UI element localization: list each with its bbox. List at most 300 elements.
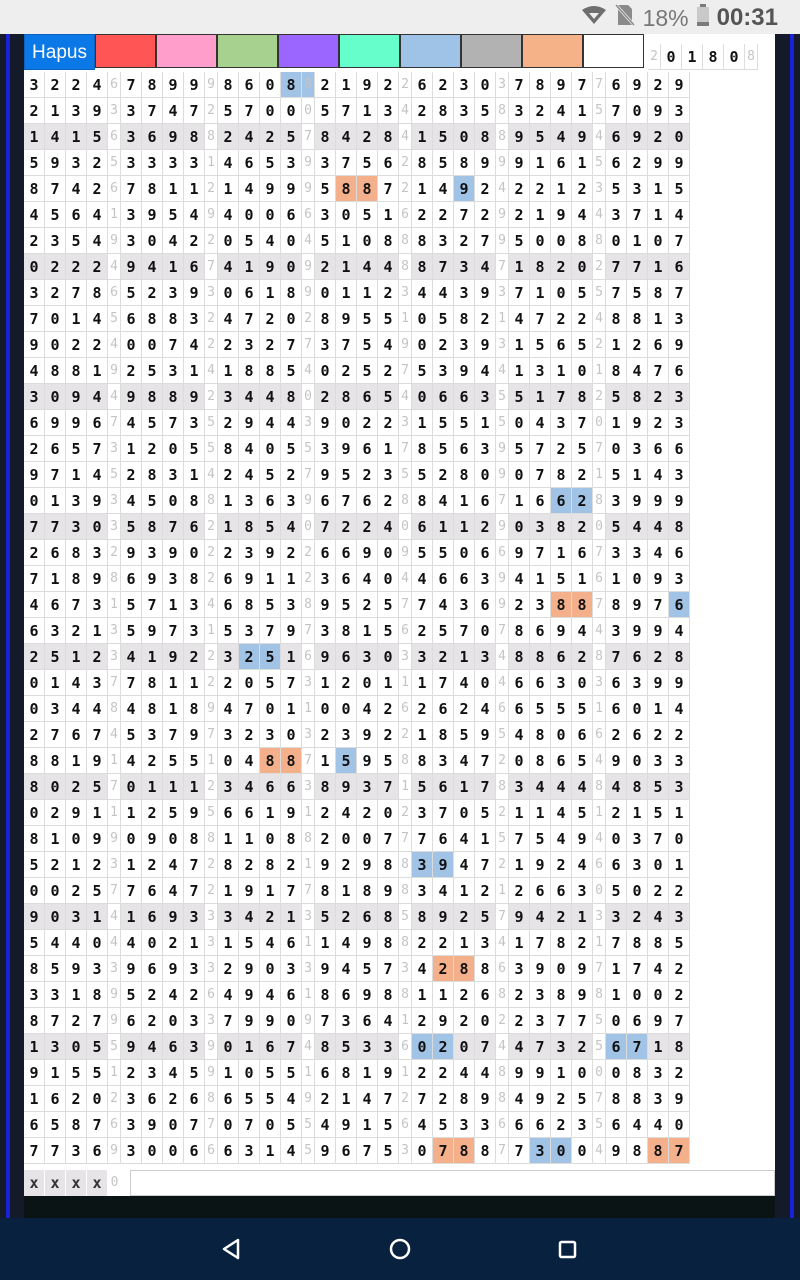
digit-cell[interactable]: 8 (378, 852, 399, 878)
digit-cell[interactable]: 3 (475, 644, 496, 670)
digit-cell[interactable]: 7 (669, 1138, 690, 1164)
digit-cell[interactable]: 3 (239, 1138, 260, 1164)
digit-cell[interactable]: 7 (551, 1008, 572, 1034)
digit-cell[interactable]: 3 (454, 1112, 475, 1138)
digit-cell[interactable]: 0 (627, 748, 648, 774)
digit-cell[interactable]: 2 (239, 644, 260, 670)
number-input-field[interactable] (130, 1170, 775, 1196)
digit-cell[interactable]: 8 (315, 124, 336, 150)
digit-cell[interactable]: 9 (530, 956, 551, 982)
digit-cell[interactable]: 9 (163, 124, 184, 150)
digit-cell[interactable]: 3 (509, 956, 530, 982)
digit-cell[interactable]: 2 (669, 722, 690, 748)
digit-cell[interactable]: 0 (315, 358, 336, 384)
digit-cell[interactable]: 5 (184, 1060, 205, 1086)
digit-cell[interactable]: 9 (163, 644, 184, 670)
digit-cell[interactable]: 3 (121, 228, 142, 254)
digit-cell[interactable]: 3 (281, 956, 302, 982)
digit-cell[interactable]: 5 (551, 696, 572, 722)
digit-cell[interactable]: 4 (648, 540, 669, 566)
digit-cell[interactable]: 3 (627, 436, 648, 462)
digit-cell[interactable]: 1 (87, 904, 108, 930)
digit-cell[interactable]: 2 (66, 774, 87, 800)
digit-cell[interactable]: 4 (669, 696, 690, 722)
digit-cell[interactable]: 0 (45, 904, 66, 930)
digit-cell[interactable]: 3 (475, 566, 496, 592)
digit-cell[interactable]: 2 (66, 72, 87, 98)
digit-cell[interactable]: 1 (163, 670, 184, 696)
digit-cell[interactable]: 0 (378, 800, 399, 826)
digit-cell[interactable]: 5 (142, 410, 163, 436)
digit-cell[interactable]: 4 (454, 852, 475, 878)
digit-cell[interactable]: 4 (163, 852, 184, 878)
digit-cell[interactable]: 4 (66, 670, 87, 696)
digit-cell[interactable]: 0 (412, 306, 433, 332)
digit-cell[interactable]: 9 (239, 410, 260, 436)
digit-cell[interactable]: 5 (260, 514, 281, 540)
digit-cell[interactable]: 9 (669, 332, 690, 358)
digit-cell[interactable]: 0 (260, 98, 281, 124)
digit-cell[interactable]: 0 (281, 722, 302, 748)
digit-cell[interactable]: 5 (281, 124, 302, 150)
digit-cell[interactable]: 1 (606, 982, 627, 1008)
digit-cell[interactable]: 3 (627, 826, 648, 852)
digit-cell[interactable]: 9 (121, 956, 142, 982)
digit-cell[interactable]: 2 (24, 98, 45, 124)
digit-cell[interactable]: 5 (121, 982, 142, 1008)
digit-cell[interactable]: 7 (378, 826, 399, 852)
digit-cell[interactable]: 7 (163, 618, 184, 644)
digit-cell[interactable]: 4 (530, 410, 551, 436)
digit-cell[interactable]: 0 (218, 1112, 239, 1138)
digit-cell[interactable]: 3 (163, 462, 184, 488)
digit-cell[interactable]: 1 (357, 280, 378, 306)
digit-cell[interactable]: 8 (475, 1138, 496, 1164)
digit-cell[interactable]: 2 (357, 514, 378, 540)
digit-cell[interactable]: 1 (412, 670, 433, 696)
digit-cell[interactable]: 2 (572, 514, 593, 540)
digit-cell[interactable]: 5 (606, 878, 627, 904)
digit-cell[interactable]: 5 (509, 228, 530, 254)
digit-cell[interactable]: 1 (218, 826, 239, 852)
digit-cell[interactable]: 8 (433, 98, 454, 124)
digit-cell[interactable]: 1 (530, 280, 551, 306)
digit-cell[interactable]: 2 (551, 852, 572, 878)
digit-cell[interactable]: 7 (45, 722, 66, 748)
digit-cell[interactable]: 2 (648, 644, 669, 670)
digit-cell[interactable]: 8 (378, 904, 399, 930)
digit-cell[interactable]: 1 (530, 150, 551, 176)
digit-cell[interactable]: 7 (336, 488, 357, 514)
digit-cell[interactable]: 2 (315, 826, 336, 852)
digit-cell[interactable]: 5 (315, 228, 336, 254)
digit-cell[interactable]: 3 (66, 514, 87, 540)
digit-cell[interactable]: 3 (184, 904, 205, 930)
digit-cell[interactable]: 0 (142, 930, 163, 956)
digit-cell[interactable]: 7 (121, 670, 142, 696)
digit-cell[interactable]: 6 (412, 72, 433, 98)
digit-cell[interactable]: 5 (24, 150, 45, 176)
digit-cell[interactable]: 5 (184, 748, 205, 774)
digit-cell[interactable]: 7 (648, 592, 669, 618)
digit-cell[interactable]: 4 (87, 696, 108, 722)
digit-cell[interactable]: 9 (475, 332, 496, 358)
digit-cell[interactable]: 7 (184, 98, 205, 124)
digit-cell[interactable]: 5 (66, 1060, 87, 1086)
digit-cell[interactable]: 0 (142, 332, 163, 358)
digit-cell[interactable]: 8 (184, 566, 205, 592)
digit-cell[interactable]: 0 (357, 670, 378, 696)
digit-cell[interactable]: 0 (412, 1034, 433, 1060)
digit-cell[interactable]: 2 (378, 410, 399, 436)
digit-cell[interactable]: 6 (669, 436, 690, 462)
digit-cell[interactable]: 5 (378, 1138, 399, 1164)
digit-cell[interactable]: 7 (606, 254, 627, 280)
digit-cell[interactable]: 1 (454, 644, 475, 670)
digit-cell[interactable]: 3 (669, 904, 690, 930)
digit-cell[interactable]: 8 (454, 1138, 475, 1164)
digit-cell[interactable]: 3 (87, 670, 108, 696)
digit-cell[interactable]: 2 (315, 254, 336, 280)
digit-cell[interactable]: 2 (606, 800, 627, 826)
digit-cell[interactable]: 2 (87, 644, 108, 670)
digit-cell[interactable]: 7 (530, 436, 551, 462)
digit-cell[interactable]: 6 (336, 982, 357, 1008)
digit-cell[interactable]: 3 (357, 774, 378, 800)
digit-cell[interactable]: 2 (669, 878, 690, 904)
digit-cell[interactable]: 5 (572, 332, 593, 358)
digit-cell[interactable]: 6 (260, 1034, 281, 1060)
digit-cell[interactable]: 9 (87, 826, 108, 852)
digit-cell[interactable]: 6 (142, 878, 163, 904)
digit-cell[interactable]: 7 (509, 280, 530, 306)
digit-cell[interactable]: 3 (669, 748, 690, 774)
digit-cell[interactable]: 3 (530, 1008, 551, 1034)
digit-cell[interactable]: 2 (648, 124, 669, 150)
digit-cell[interactable]: 1 (184, 930, 205, 956)
digit-cell[interactable]: 1 (87, 800, 108, 826)
digit-cell[interactable]: 4 (454, 670, 475, 696)
digit-cell[interactable]: 5 (45, 956, 66, 982)
digit-cell[interactable]: 7 (142, 98, 163, 124)
digit-cell[interactable]: 8 (184, 696, 205, 722)
digit-cell[interactable]: 1 (260, 800, 281, 826)
digit-cell[interactable]: 3 (184, 306, 205, 332)
digit-cell[interactable]: 1 (412, 722, 433, 748)
digit-cell[interactable]: 8 (454, 956, 475, 982)
digit-cell[interactable]: 9 (551, 202, 572, 228)
digit-cell[interactable]: 2 (433, 202, 454, 228)
digit-cell[interactable]: 3 (45, 982, 66, 1008)
digit-cell[interactable]: 0 (336, 826, 357, 852)
digit-cell[interactable]: 7 (509, 1138, 530, 1164)
digit-cell[interactable]: 4 (606, 774, 627, 800)
digit-cell[interactable]: 2 (336, 514, 357, 540)
digit-cell[interactable]: 9 (142, 202, 163, 228)
digit-cell[interactable]: 2 (121, 358, 142, 384)
color-swatch-5[interactable] (339, 34, 400, 68)
digit-cell[interactable]: 3 (475, 436, 496, 462)
digit-cell[interactable]: 4 (475, 358, 496, 384)
digit-cell[interactable]: 0 (475, 462, 496, 488)
digit-cell[interactable]: 1 (281, 904, 302, 930)
digit-cell[interactable]: 8 (184, 488, 205, 514)
digit-cell[interactable]: 0 (218, 280, 239, 306)
digit-cell[interactable]: 3 (24, 72, 45, 98)
digit-cell[interactable]: 2 (184, 982, 205, 1008)
digit-cell[interactable]: 1 (163, 254, 184, 280)
digit-cell[interactable]: 0 (163, 436, 184, 462)
digit-cell[interactable]: 0 (163, 488, 184, 514)
digit-cell[interactable]: 2 (142, 280, 163, 306)
digit-cell[interactable]: 5 (475, 904, 496, 930)
digit-cell[interactable]: 2 (315, 384, 336, 410)
digit-cell[interactable]: 0 (454, 124, 475, 150)
digit-cell[interactable]: 8 (475, 124, 496, 150)
digit-cell[interactable]: 1 (218, 930, 239, 956)
digit-cell[interactable]: 0 (260, 696, 281, 722)
digit-cell[interactable]: 1 (509, 358, 530, 384)
digit-cell[interactable]: 5 (163, 202, 184, 228)
digit-cell[interactable]: 9 (260, 540, 281, 566)
digit-cell[interactable]: 9 (475, 1086, 496, 1112)
digit-cell[interactable]: 4 (281, 1086, 302, 1112)
digit-cell[interactable]: 0 (163, 1112, 184, 1138)
digit-cell[interactable]: 1 (66, 852, 87, 878)
digit-cell[interactable]: 6 (281, 202, 302, 228)
digit-cell[interactable]: 1 (357, 98, 378, 124)
digit-cell[interactable]: 3 (572, 1112, 593, 1138)
digit-cell[interactable]: 2 (669, 1060, 690, 1086)
digit-cell[interactable]: 4 (142, 254, 163, 280)
digit-cell[interactable]: 2 (509, 202, 530, 228)
digit-cell[interactable]: 7 (218, 1008, 239, 1034)
digit-cell[interactable]: 4 (648, 956, 669, 982)
digit-cell[interactable]: 7 (239, 306, 260, 332)
digit-cell[interactable]: 3 (433, 748, 454, 774)
digit-cell[interactable]: 2 (336, 358, 357, 384)
digit-cell[interactable]: 4 (218, 150, 239, 176)
digit-cell[interactable]: 1 (24, 1086, 45, 1112)
digit-cell[interactable]: 2 (239, 722, 260, 748)
digit-cell[interactable]: 2 (475, 306, 496, 332)
digit-cell[interactable]: 7 (433, 670, 454, 696)
digit-cell[interactable]: 7 (606, 644, 627, 670)
digit-cell[interactable]: 8 (627, 774, 648, 800)
digit-cell[interactable]: 4 (433, 176, 454, 202)
digit-cell[interactable]: 9 (509, 124, 530, 150)
digit-cell[interactable]: 5 (572, 696, 593, 722)
digit-cell[interactable]: 5 (260, 644, 281, 670)
digit-cell[interactable]: 4 (572, 852, 593, 878)
digit-cell[interactable]: 8 (627, 306, 648, 332)
digit-cell[interactable]: 9 (572, 124, 593, 150)
digit-cell[interactable]: 0 (475, 72, 496, 98)
digit-cell[interactable]: 4 (627, 1112, 648, 1138)
digit-cell[interactable]: 2 (163, 930, 184, 956)
digit-cell[interactable]: 9 (509, 540, 530, 566)
digit-cell[interactable]: 4 (121, 930, 142, 956)
digit-cell[interactable]: 1 (551, 358, 572, 384)
digit-cell[interactable]: 0 (281, 98, 302, 124)
digit-cell[interactable]: 1 (142, 644, 163, 670)
digit-cell[interactable]: 0 (218, 1034, 239, 1060)
digit-cell[interactable]: 1 (184, 176, 205, 202)
digit-cell[interactable]: 3 (163, 566, 184, 592)
digit-cell[interactable]: 0 (509, 462, 530, 488)
digit-cell[interactable]: 5 (260, 1086, 281, 1112)
digit-cell[interactable]: 7 (606, 98, 627, 124)
digit-cell[interactable]: 7 (378, 956, 399, 982)
digit-cell[interactable]: 4 (475, 1060, 496, 1086)
digit-cell[interactable]: 9 (357, 748, 378, 774)
digit-cell[interactable]: 2 (669, 982, 690, 1008)
digit-cell[interactable]: 9 (509, 150, 530, 176)
color-swatch-4[interactable] (278, 34, 339, 68)
digit-cell[interactable]: 8 (24, 956, 45, 982)
digit-cell[interactable]: 1 (336, 1086, 357, 1112)
digit-cell[interactable]: 1 (184, 462, 205, 488)
digit-cell[interactable]: 7 (627, 1034, 648, 1060)
digit-cell[interactable]: 3 (648, 1060, 669, 1086)
digit-cell[interactable]: 0 (45, 332, 66, 358)
digit-cell[interactable]: 6 (530, 878, 551, 904)
digit-cell[interactable]: 8 (163, 384, 184, 410)
digit-cell[interactable]: 2 (218, 540, 239, 566)
digit-cell[interactable]: 3 (606, 618, 627, 644)
digit-cell[interactable]: 2 (433, 1034, 454, 1060)
digit-cell[interactable]: 2 (45, 800, 66, 826)
digit-cell[interactable]: 5 (572, 1086, 593, 1112)
digit-cell[interactable]: 9 (315, 410, 336, 436)
digit-cell[interactable]: 4 (239, 748, 260, 774)
digit-cell[interactable]: 3 (606, 488, 627, 514)
digit-cell[interactable]: 1 (66, 982, 87, 1008)
digit-cell[interactable]: 6 (184, 254, 205, 280)
digit-cell[interactable]: 6 (606, 696, 627, 722)
digit-cell[interactable]: 6 (530, 1112, 551, 1138)
digit-cell[interactable]: 2 (24, 228, 45, 254)
digit-cell[interactable]: 9 (357, 852, 378, 878)
digit-cell[interactable]: 4 (336, 800, 357, 826)
digit-cell[interactable]: 5 (357, 306, 378, 332)
digit-cell[interactable]: 4 (163, 98, 184, 124)
recents-icon[interactable] (548, 1232, 588, 1266)
digit-cell[interactable]: 2 (475, 878, 496, 904)
digit-cell[interactable]: 4 (218, 696, 239, 722)
digit-cell[interactable]: 4 (281, 1138, 302, 1164)
digit-cell[interactable]: 3 (627, 852, 648, 878)
digit-cell[interactable]: 6 (87, 410, 108, 436)
digit-cell[interactable]: 8 (454, 150, 475, 176)
digit-cell[interactable]: 8 (24, 774, 45, 800)
digit-cell[interactable]: 2 (433, 332, 454, 358)
digit-cell[interactable]: 0 (315, 696, 336, 722)
digit-cell[interactable]: 8 (648, 280, 669, 306)
digit-cell[interactable]: 5 (378, 1112, 399, 1138)
digit-cell[interactable]: 7 (66, 592, 87, 618)
digit-cell[interactable]: 0 (551, 1138, 572, 1164)
digit-cell[interactable]: 1 (121, 800, 142, 826)
digit-cell[interactable]: 6 (606, 670, 627, 696)
digit-cell[interactable]: 5 (66, 228, 87, 254)
digit-cell[interactable]: 8 (669, 514, 690, 540)
digit-cell[interactable]: 9 (260, 176, 281, 202)
digit-cell[interactable]: 5 (475, 800, 496, 826)
digit-cell[interactable]: 0 (551, 956, 572, 982)
digit-cell[interactable]: 9 (281, 618, 302, 644)
digit-cell[interactable]: 3 (184, 956, 205, 982)
digit-cell[interactable]: 4 (454, 1060, 475, 1086)
digit-cell[interactable]: 9 (530, 1086, 551, 1112)
digit-cell[interactable]: 8 (627, 1138, 648, 1164)
digit-cell[interactable]: 7 (45, 176, 66, 202)
digit-cell[interactable]: 4 (509, 1034, 530, 1060)
digit-cell[interactable]: 9 (87, 488, 108, 514)
digit-cell[interactable]: 3 (142, 1060, 163, 1086)
digit-cell[interactable]: 7 (412, 592, 433, 618)
digit-cell[interactable]: 5 (572, 800, 593, 826)
digit-cell[interactable]: 8 (45, 748, 66, 774)
digit-cell[interactable]: 6 (606, 1112, 627, 1138)
color-swatch-6[interactable] (400, 34, 461, 68)
digit-cell[interactable]: 9 (142, 566, 163, 592)
digit-cell[interactable]: 4 (412, 280, 433, 306)
digit-cell[interactable]: 3 (315, 618, 336, 644)
digit-cell[interactable]: 6 (669, 254, 690, 280)
digit-cell[interactable]: 3 (530, 592, 551, 618)
digit-cell[interactable]: 4 (87, 462, 108, 488)
digit-cell[interactable]: 6 (669, 592, 690, 618)
digit-cell[interactable]: 3 (24, 280, 45, 306)
digit-cell[interactable]: 2 (454, 904, 475, 930)
digit-cell[interactable]: 7 (412, 1086, 433, 1112)
digit-cell[interactable]: 6 (142, 124, 163, 150)
digit-cell[interactable]: 2 (315, 722, 336, 748)
digit-cell[interactable]: 7 (24, 1138, 45, 1164)
digit-cell[interactable]: 4 (87, 228, 108, 254)
digit-cell[interactable]: 7 (454, 618, 475, 644)
digit-cell[interactable]: 0 (87, 930, 108, 956)
digit-cell[interactable]: 0 (24, 488, 45, 514)
digit-cell[interactable]: 1 (627, 462, 648, 488)
digit-cell[interactable]: 5 (45, 644, 66, 670)
digit-cell[interactable]: 2 (551, 904, 572, 930)
digit-cell[interactable]: 7 (412, 826, 433, 852)
digit-cell[interactable]: 6 (551, 644, 572, 670)
digit-cell[interactable]: 8 (530, 722, 551, 748)
digit-cell[interactable]: 0 (378, 644, 399, 670)
digit-cell[interactable]: 4 (357, 1086, 378, 1112)
digit-cell[interactable]: 2 (412, 98, 433, 124)
digit-cell[interactable]: 5 (378, 384, 399, 410)
digit-cell[interactable]: 5 (45, 202, 66, 228)
digit-cell[interactable]: 8 (627, 384, 648, 410)
digit-cell[interactable]: 7 (530, 462, 551, 488)
digit-cell[interactable]: 2 (357, 462, 378, 488)
digit-cell[interactable]: 3 (315, 332, 336, 358)
digit-cell[interactable]: 2 (551, 1086, 572, 1112)
digit-cell[interactable]: 3 (121, 124, 142, 150)
digit-cell[interactable]: 9 (357, 930, 378, 956)
digit-cell[interactable]: 9 (551, 618, 572, 644)
digit-cell[interactable]: 4 (239, 774, 260, 800)
digit-cell[interactable]: 3 (142, 722, 163, 748)
digit-cell[interactable]: 0 (45, 774, 66, 800)
digit-cell[interactable]: 6 (121, 566, 142, 592)
digit-cell[interactable]: 5 (606, 462, 627, 488)
digit-cell[interactable]: 8 (378, 228, 399, 254)
